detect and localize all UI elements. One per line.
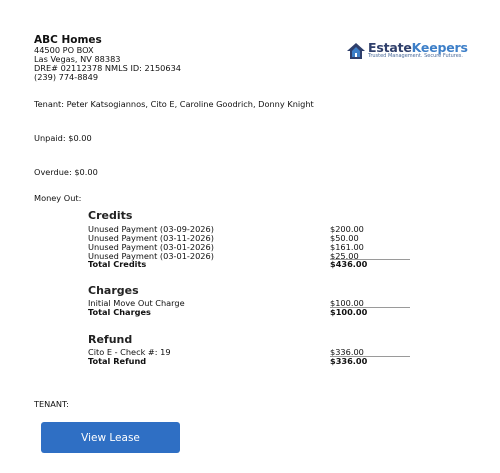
charges-total-label: Total Charges xyxy=(88,307,151,317)
tenant-names: Tenant: Peter Katsogiannos, Cito E, Caroline Goodrich, Donny Knight xyxy=(34,99,314,109)
refund-total-label: Total Refund xyxy=(88,356,147,366)
company-phone: (239) 774-8849 xyxy=(34,72,99,82)
company-address-line2: Las Vegas, NV 88383 xyxy=(34,54,121,64)
company-name: ABC Homes xyxy=(34,34,102,46)
unpaid-amount: Unpaid: $0.00 xyxy=(34,133,92,143)
credit-item-label: Unused Payment (03-01-2026) xyxy=(88,251,214,261)
tenant-signature-label: TENANT: xyxy=(34,399,69,409)
logo-tagline: Trusted Management. Secure Futures. xyxy=(368,53,463,59)
charge-item-amount: $100.00 xyxy=(330,298,364,308)
refund-heading: Refund xyxy=(88,333,133,346)
credit-item-amount: $161.00 xyxy=(330,242,364,252)
refund-item-label: Cito E - Check #: 19 xyxy=(88,347,171,357)
charge-item-label: Initial Move Out Charge xyxy=(88,298,185,308)
credit-item-amount: $200.00 xyxy=(330,224,364,234)
company-address-line1: 44500 PO BOX xyxy=(34,45,94,55)
estatekeepers-logo xyxy=(346,40,468,64)
charges-total-amount: $100.00 xyxy=(330,307,368,317)
credits-total-amount: $436.00 xyxy=(330,259,368,269)
refund-item-amount: $336.00 xyxy=(330,347,364,357)
charges-heading: Charges xyxy=(88,284,139,297)
house-icon xyxy=(346,42,366,60)
logo-word-keepers: Keepers xyxy=(411,40,468,55)
credit-item-label: Unused Payment (03-01-2026) xyxy=(88,242,214,252)
credit-item-label: Unused Payment (03-09-2026) xyxy=(88,224,214,234)
credits-total-label: Total Credits xyxy=(88,259,147,269)
credits-heading: Credits xyxy=(88,209,133,222)
logo-word-estate: Estate xyxy=(368,40,412,55)
money-out-label: Money Out: xyxy=(34,193,82,203)
credit-item-label: Unused Payment (03-11-2026) xyxy=(88,233,214,243)
credit-item-amount: $25.00 xyxy=(330,251,359,261)
view-lease-button[interactable]: View Lease xyxy=(41,422,180,453)
refund-total-amount: $336.00 xyxy=(330,356,368,366)
credit-item-amount: $50.00 xyxy=(330,233,359,243)
company-license: DRE# 02112378 NMLS ID: 2150634 xyxy=(34,63,181,73)
overdue-amount: Overdue: $0.00 xyxy=(34,167,98,177)
